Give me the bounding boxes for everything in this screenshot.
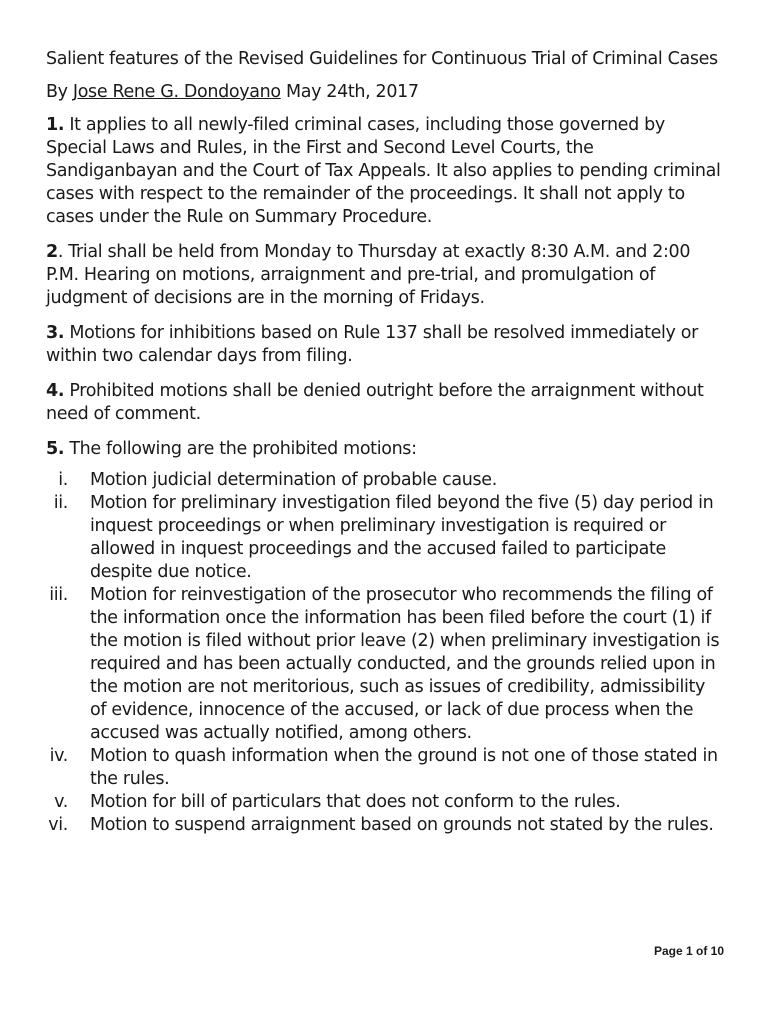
paragraph-text: Prohibited motions shall be denied outright before the arraignment without need of comment. bbox=[46, 381, 704, 424]
paragraph-1 bbox=[46, 114, 726, 229]
list-item bbox=[46, 814, 726, 837]
author-link[interactable]: Jose Rene G. Dondoyano bbox=[72, 82, 281, 102]
list-marker: i. bbox=[58, 470, 68, 490]
page-number: Page 1 of 10 bbox=[653, 944, 724, 958]
list-item bbox=[46, 492, 726, 584]
publish-date: May 24th, 2017 bbox=[285, 82, 419, 102]
list-item bbox=[46, 469, 726, 492]
list-marker: vi. bbox=[48, 815, 68, 835]
document-page bbox=[46, 48, 726, 837]
paragraph-number: 3. bbox=[46, 323, 65, 343]
list-marker: ii. bbox=[53, 493, 68, 513]
paragraph-text: It applies to all newly-filed criminal cases, including those governed by Special Laws and Rules, in the First and Second Level Courts, the Sandiganbayan and the Court of Tax Appeals. It also applies to pending criminal cases with respect to the remainder of the proceedings. It shall not apply to cases under the Rule on Summary Procedure. bbox=[46, 115, 721, 227]
list-item-text: Motion for preliminary investigation filed beyond the five (5) day period in inquest proceedings or when preliminary investigation is required or allowed in inquest proceedings and the accused failed to participate despite due notice. bbox=[90, 493, 714, 582]
byline-prefix: By bbox=[46, 82, 68, 102]
list-marker: iii. bbox=[49, 585, 68, 605]
paragraph-text: The following are the prohibited motions: bbox=[64, 439, 417, 459]
paragraph-number: 1. bbox=[46, 115, 65, 135]
paragraph-3 bbox=[46, 322, 726, 368]
paragraph-text: . Trial shall be held from Monday to Thursday at exactly 8:30 A.M. and 2:00 P.M. Hearing on motions, arraignment and pre-trial, and promulgation of judgment of decisions are in the morning of Fridays. bbox=[46, 242, 691, 308]
list-item-text: Motion to suspend arraignment based on grounds not stated by the rules. bbox=[90, 815, 714, 835]
paragraph-number: 2 bbox=[46, 242, 58, 262]
byline bbox=[46, 81, 726, 104]
paragraph-number: 5. bbox=[46, 439, 65, 459]
list-item bbox=[46, 584, 726, 745]
document-title: Salient features of the Revised Guidelines for Continuous Trial of Criminal Cases bbox=[46, 49, 718, 69]
prohibited-motions-list bbox=[46, 469, 726, 837]
paragraph-number: 4. bbox=[46, 381, 65, 401]
list-item-text: Motion judicial determination of probable cause. bbox=[90, 470, 497, 490]
list-item bbox=[46, 791, 726, 814]
list-item-text: Motion to quash information when the ground is not one of those stated in the rules. bbox=[90, 746, 718, 789]
list-marker: v. bbox=[54, 792, 68, 812]
list-marker: iv. bbox=[49, 746, 68, 766]
list-item bbox=[46, 745, 726, 791]
paragraph-4 bbox=[46, 380, 726, 426]
list-item-text: Motion for reinvestigation of the prosecutor who recommends the filing of the information once the information has been filed before the court (1) if the motion is filed without prior leave (2) when preliminary investigation is required and has been actually conducted, and the grounds relied upon in the motion are not meritorious, such as issues of credibility, admissibility of evidence, innocence of the accused, or lack of due process when the accused was actually notified, among others. bbox=[90, 585, 720, 743]
paragraph-2 bbox=[46, 241, 726, 310]
paragraph-5 bbox=[46, 438, 726, 461]
paragraph-text: Motions for inhibitions based on Rule 137 shall be resolved immediately or within two calendar days from filing. bbox=[46, 323, 698, 366]
list-item-text: Motion for bill of particulars that does not conform to the rules. bbox=[90, 792, 621, 812]
